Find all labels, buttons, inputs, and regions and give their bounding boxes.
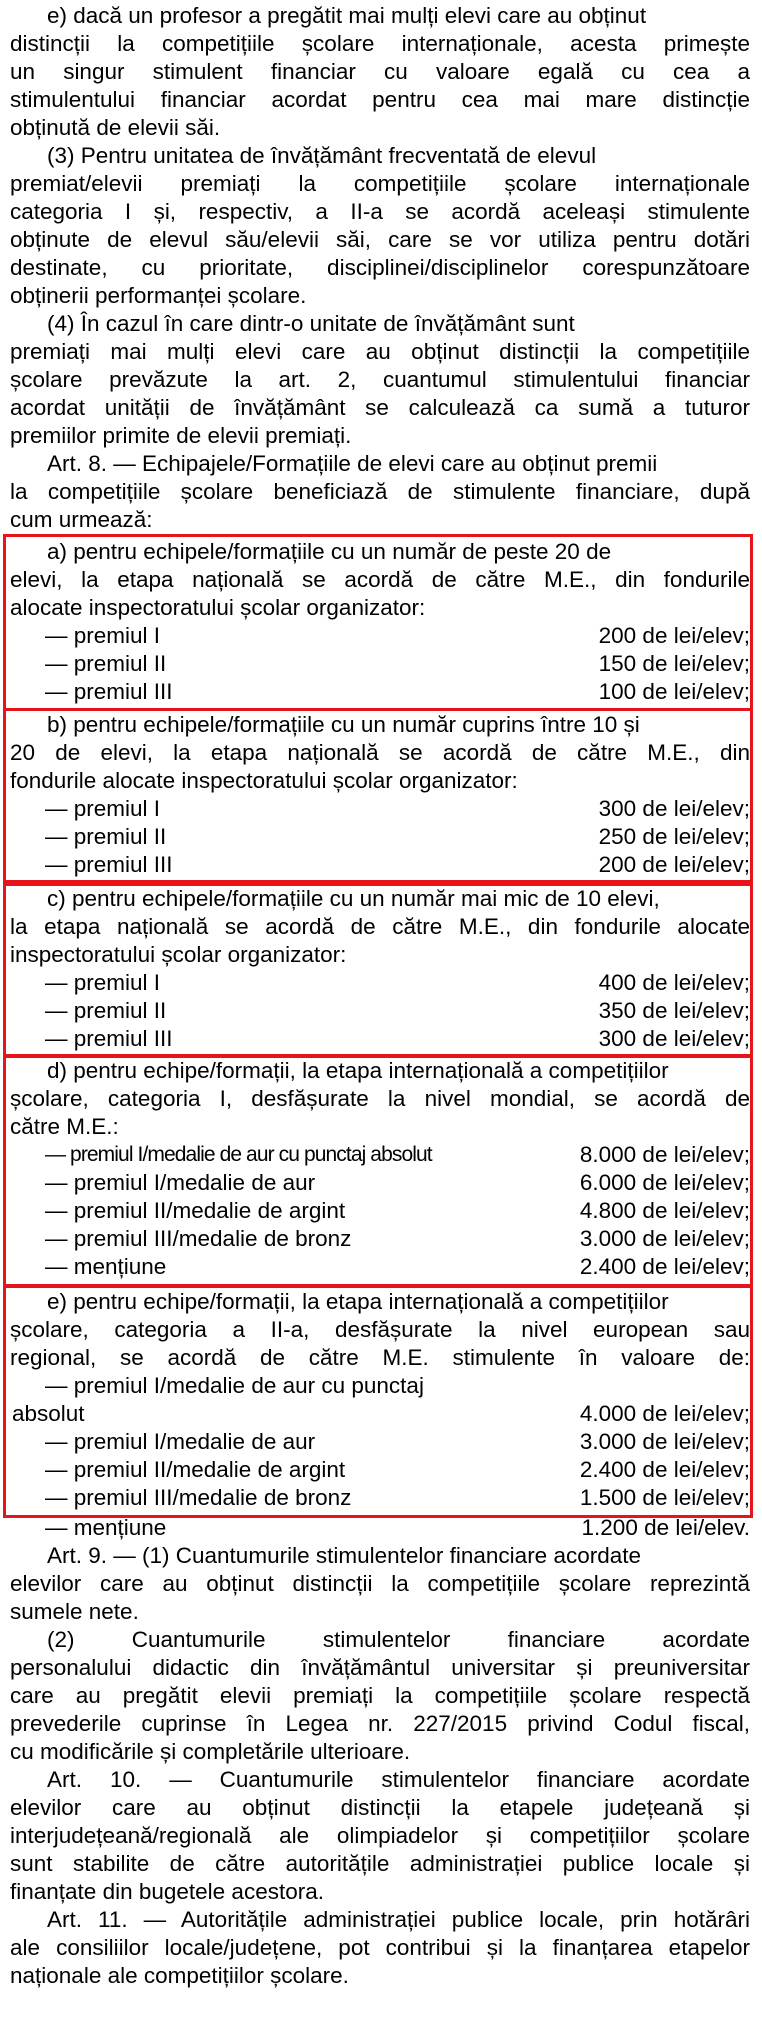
prize-amount: 200 de lei/elev;	[598, 852, 750, 877]
prize-amount: 3.000 de lei/elev;	[579, 1226, 750, 1251]
prize-amount: 1.200 de lei/elev.	[581, 1515, 750, 1540]
article-heading: Art. 9. — (1) Cuantumurile stimulentelor financiare acordate	[47, 1543, 642, 1568]
prize-label: — premiul III/medalie de bronz	[45, 1226, 352, 1251]
prize-label: — premiul II/medalie de argint	[45, 1198, 346, 1223]
text-line: premiat/elevii premiați la competițiile școlare internaționale	[10, 171, 750, 196]
text-line: alocate inspectoratului școlar organizator:	[10, 595, 426, 620]
text-line: la competițiile școlare beneficiază de stimulente financiare, după	[10, 479, 750, 504]
text-line: interjudețeană/regională ale olimpiadelor și competițiilor școlare	[10, 1823, 750, 1848]
prize-label: absolut	[12, 1401, 85, 1426]
text-line: obținută de elevii săi.	[10, 115, 221, 140]
prize-label: — premiul II	[45, 824, 167, 849]
text-line: finanțate din bugetele acestora.	[10, 1879, 324, 1904]
prize-label: — premiul III	[45, 852, 173, 877]
prize-label: — premiul II	[45, 651, 167, 676]
prize-label: — premiul I	[45, 796, 161, 821]
text-line: un singur stimulent financiar cu valoare egală cu cea a	[10, 59, 750, 84]
text-line: a) pentru echipele/formațiile cu un număr de peste 20 de	[47, 539, 612, 564]
text-line: destinate, cu prioritate, disciplinei/disciplinelor corespunzătoare	[10, 255, 750, 280]
text-line: obținute de elevul său/elevii săi, care se vor utiliza pentru dotări	[10, 227, 750, 252]
text-line: acordat unității de învățământ se calculează ca sumă a tuturor	[10, 395, 750, 420]
prize-label: — premiul II	[45, 998, 167, 1023]
text-line: personalului didactic din învățământul universitar și preuniversitar	[10, 1655, 750, 1680]
text-line: fondurile alocate inspectoratului școlar organizator:	[10, 768, 518, 793]
prize-amount: 100 de lei/elev;	[598, 679, 750, 704]
prize-amount: 2.400 de lei/elev;	[579, 1457, 750, 1482]
text-line: 20 de elevi, la etapa națională se acordă de către M.E., din	[10, 740, 750, 765]
text-line: (2) Cuantumurile stimulentelor financiare acordate	[47, 1627, 750, 1652]
prize-amount: 150 de lei/elev;	[598, 651, 750, 676]
text-line: către M.E.:	[10, 1114, 119, 1139]
prize-amount: 400 de lei/elev;	[598, 970, 750, 995]
text-line: premiilor primite de elevii premiați.	[10, 423, 352, 448]
prize-amount: 1.500 de lei/elev;	[579, 1485, 750, 1510]
prize-label: — mențiune	[45, 1515, 167, 1540]
prize-amount: 300 de lei/elev;	[598, 796, 750, 821]
prize-amount: 250 de lei/elev;	[598, 824, 750, 849]
text-line: sumele nete.	[10, 1599, 139, 1624]
article-heading: Art. 8. — Echipajele/Formațiile de elevi care au obținut premii	[47, 451, 658, 476]
prize-label: — premiul I	[45, 623, 161, 648]
prize-amount: 300 de lei/elev;	[598, 1026, 750, 1051]
text-line: e) dacă un profesor a pregătit mai mulți elevi care au obținut	[47, 3, 647, 28]
text-line: cu modificările și completările ulterioare.	[10, 1739, 411, 1764]
prize-label: — premiul I/medalie de aur cu punctaj absolut	[45, 1143, 432, 1166]
prize-amount: 3.000 de lei/elev;	[579, 1429, 750, 1454]
prize-label: — premiul III	[45, 1026, 173, 1051]
text-line: b) pentru echipele/formațiile cu un număr cuprins între 10 și	[47, 712, 640, 737]
text-line: ale consiliilor locale/județene, pot contribui și la finanțarea etapelor	[10, 1935, 750, 1960]
prize-label: — mențiune	[45, 1254, 167, 1279]
text-line: cum urmează:	[10, 507, 153, 532]
text-line: prevederile cuprinse în Legea nr. 227/2015 privind Codul fiscal,	[10, 1711, 750, 1736]
text-line: elevi, la etapa națională se acordă de către M.E., din fondurile	[10, 567, 750, 592]
text-line: (3) Pentru unitatea de învățământ frecventată de elevul	[47, 143, 597, 168]
prize-amount: 350 de lei/elev;	[598, 998, 750, 1023]
text-line: școlare, categoria a II-a, desfășurate la nivel european sau	[10, 1317, 750, 1342]
prize-label: — premiul I	[45, 970, 161, 995]
text-line: categoria I și, respectiv, a II-a se acordă aceleași stimulente	[10, 199, 750, 224]
text-line: obținerii performanței școlare.	[10, 283, 307, 308]
text-line: elevilor care au obținut distincții la competițiile școlare reprezintă	[10, 1571, 750, 1596]
text-line: c) pentru echipele/formațiile cu un număr mai mic de 10 elevi,	[47, 886, 660, 911]
prize-label: — premiul I/medalie de aur	[45, 1170, 316, 1195]
article-heading: Art. 10. — Cuantumurile stimulentelor financiare acordate	[47, 1767, 750, 1792]
text-line: naționale ale competițiilor școlare.	[10, 1963, 349, 1988]
text-line: sunt stabilite de către autoritățile administrației publice locale și	[10, 1851, 750, 1876]
text-line: la etapa națională se acordă de către M.E., din fondurile alocate	[10, 914, 750, 939]
prize-amount: 4.800 de lei/elev;	[579, 1198, 750, 1223]
prize-amount: 4.000 de lei/elev;	[579, 1401, 750, 1426]
text-line: inspectoratului școlar organizator:	[10, 942, 347, 967]
prize-amount: 8.000 de lei/elev;	[579, 1142, 750, 1167]
prize-label: — premiul III	[45, 679, 173, 704]
text-line: elevilor care au obținut distincții la etapele județeană și	[10, 1795, 750, 1820]
text-line: d) pentru echipe/formații, la etapa internațională a competițiilor	[47, 1058, 669, 1083]
text-line: școlare, categoria I, desfășurate la nivel mondial, se acordă de	[10, 1086, 750, 1111]
prize-label: — premiul I/medalie de aur cu punctaj	[45, 1373, 424, 1398]
prize-label: — premiul II/medalie de argint	[45, 1457, 346, 1482]
text-line: e) pentru echipe/formații, la etapa internațională a competițiilor	[47, 1289, 669, 1314]
prize-amount: 200 de lei/elev;	[598, 623, 750, 648]
text-line: regional, se acordă de către M.E. stimulente în valoare de:	[10, 1345, 750, 1370]
prize-amount: 6.000 de lei/elev;	[579, 1170, 750, 1195]
text-line: premiați mai mulți elevi care au obținut distincții la competițiile	[10, 339, 750, 364]
text-line: școlare prevăzute la art. 2, cuantumul stimulentului financiar	[10, 367, 750, 392]
text-line: care au pregătit elevii premiați la competițiile școlare respectă	[10, 1683, 750, 1708]
text-line: (4) În cazul în care dintr-o unitate de învățământ sunt	[47, 311, 575, 336]
prize-label: — premiul III/medalie de bronz	[45, 1485, 352, 1510]
text-line: stimulentului financiar acordat pentru cea mai mare distincție	[10, 87, 750, 112]
text-line: distincții la competițiile școlare internaționale, acesta primește	[10, 31, 750, 56]
article-heading: Art. 11. — Autoritățile administrației publice locale, prin hotărâri	[47, 1907, 750, 1932]
prize-amount: 2.400 de lei/elev;	[579, 1254, 750, 1279]
prize-label: — premiul I/medalie de aur	[45, 1429, 316, 1454]
